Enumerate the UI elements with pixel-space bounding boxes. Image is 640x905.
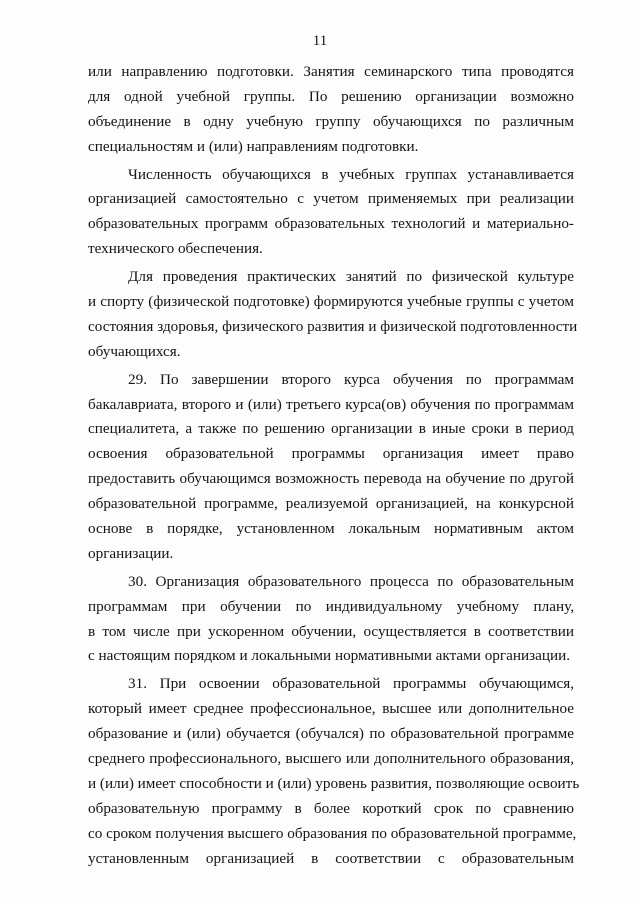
- text-line: со сроком получения высшего образования по образовательной программе,: [88, 824, 577, 842]
- text-line: организации.: [88, 544, 174, 562]
- text-line: освоения образовательной программы организация имеет право: [88, 445, 574, 463]
- document-body: [88, 60, 580, 872]
- paragraph: [88, 60, 574, 160]
- text-line: установленным организацией в соответствии с образовательным: [88, 849, 574, 867]
- text-line: организацией самостоятельно с учетом применяемых при реализации: [88, 190, 574, 208]
- text-line: образовательных программ образовательных технологий и материально-: [88, 215, 574, 233]
- text-line: обучающихся.: [88, 342, 181, 360]
- text-line: 29. По завершении второго курса обучения по программам: [128, 370, 574, 388]
- text-line: который имеет среднее профессиональное, высшее или дополнительное: [88, 700, 574, 718]
- text-line: и спорту (физической подготовке) формируются учебные группы с учетом: [88, 293, 574, 311]
- text-line: основе в порядке, установленном локальным нормативным актом: [88, 520, 574, 538]
- text-line: образовательной программе, реализуемой организацией, на конкурсной: [88, 495, 574, 513]
- text-line: Для проведения практических занятий по физической культуре: [128, 268, 574, 286]
- text-line: и (или) имеет способности и (или) уровень развития, позволяющие освоить: [88, 774, 580, 792]
- text-line: в том числе при ускоренном обучении, осуществляется в соответствии: [88, 622, 574, 640]
- text-line: состояния здоровья, физического развития и физической подготовленности: [88, 317, 578, 335]
- text-line: технического обеспечения.: [88, 240, 263, 258]
- text-line: программам при обучении по индивидуальному учебному плану,: [88, 597, 574, 615]
- text-line: с настоящим порядком и локальными нормативными актами организации.: [88, 647, 571, 665]
- text-line: образование и (или) обучается (обучался) по образовательной программе: [88, 725, 574, 743]
- text-line: 30. Организация образовательного процесса по образовательным: [128, 572, 574, 590]
- text-line: предоставить обучающимся возможность перевода на обучение по другой: [88, 470, 574, 488]
- text-line: объединение в одну учебную группу обучающихся по различным: [88, 112, 574, 130]
- text-line: Численность обучающихся в учебных группах устанавливается: [128, 165, 574, 183]
- text-line: специалитета, а также по решению организации в иные сроки в период: [88, 420, 574, 438]
- text-line: среднего профессионального, высшего или дополнительного образования,: [88, 750, 574, 768]
- page-number: 11: [312, 33, 328, 49]
- paragraph: [88, 163, 574, 263]
- text-line: 31. При освоении образовательной программы обучающимся,: [128, 675, 574, 693]
- paragraph: [88, 368, 574, 567]
- text-line: или направлению подготовки. Занятия семинарского типа проводятся: [88, 63, 574, 80]
- paragraph: [88, 265, 578, 365]
- paragraph: [88, 672, 580, 871]
- text-line: для одной учебной группы. По решению организации возможно: [88, 87, 574, 105]
- text-line: специальностям и (или) направлениям подготовки.: [88, 137, 419, 155]
- paragraph: [88, 570, 574, 670]
- text-line: бакалавриата, второго и (или) третьего курса(ов) обучения по программам: [88, 395, 574, 413]
- text-line: образовательную программу в более короткий срок по сравнению: [88, 799, 574, 817]
